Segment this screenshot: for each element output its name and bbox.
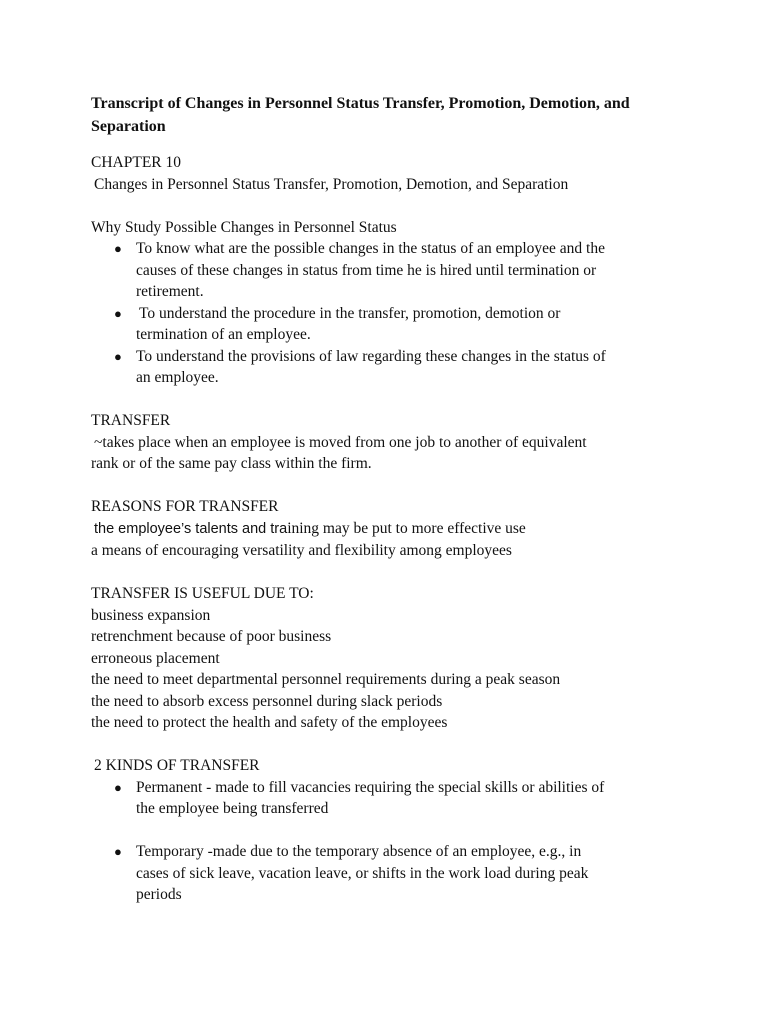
list-item-line: periods	[136, 886, 182, 903]
bullet-icon: ●	[114, 348, 122, 364]
list-item-line: Permanent - made to fill vacancies requiring the special skills or abilities of	[136, 778, 605, 796]
kinds-heading: 2 KINDS OF TRANSFER	[94, 757, 260, 774]
useful-item: the need to meet departmental personnel requirements during a peak season	[91, 671, 561, 688]
reasons-line: a means of encouraging versatility and flexibility among employees	[91, 542, 512, 559]
transfer-definition-line: rank or of the same pay class within the firm.	[91, 455, 372, 472]
useful-item: the need to absorb excess personnel during slack periods	[91, 692, 443, 710]
reasons-heading: REASONS FOR TRANSFER	[91, 498, 279, 515]
chapter-section	[91, 152, 691, 195]
why-study-section	[91, 217, 691, 389]
kinds-section	[91, 755, 691, 906]
useful-item: business expansion	[91, 606, 211, 624]
bullet-icon: ●	[114, 305, 122, 321]
chapter-subtitle: Changes in Personnel Status Transfer, Promotion, Demotion, and Separation	[94, 175, 569, 193]
list-item	[91, 841, 691, 906]
reasons-section	[91, 496, 691, 562]
useful-section	[91, 583, 691, 734]
reasons-line-serif-part: ining may be put to more effective use	[287, 519, 526, 537]
why-study-heading: Why Study Possible Changes in Personnel Status	[91, 218, 397, 236]
useful-item: erroneous placement	[91, 649, 220, 667]
list-item-line: cases of sick leave, vacation leave, or shifts in the work load during peak	[136, 864, 589, 882]
reasons-line-sans-part: the employee’s talents and tra	[94, 520, 288, 537]
bullet-icon: ●	[114, 241, 122, 256]
transfer-heading: TRANSFER	[91, 412, 171, 429]
list-item	[91, 346, 691, 389]
list-item-line: To understand the provisions of law regarding these changes in the status of	[136, 347, 606, 365]
list-item-line: termination of an employee.	[136, 326, 311, 343]
document-content	[91, 92, 691, 906]
useful-item: retrenchment because of poor business	[91, 628, 332, 645]
list-item-line: To understand the procedure in the transfer, promotion, demotion or	[139, 304, 561, 322]
transfer-definition-line: ~takes place when an employee is moved from one job to another of equivalent	[94, 433, 587, 451]
list-item-line: retirement.	[136, 283, 204, 300]
list-item-line: the employee being transferred	[136, 800, 329, 817]
list-item	[91, 303, 691, 346]
useful-item: the need to protect the health and safety of the employees	[91, 714, 448, 731]
list-item-line: causes of these changes in status from time he is hired until termination or	[136, 261, 597, 279]
list-spacer	[91, 820, 691, 842]
useful-heading: TRANSFER IS USEFUL DUE TO:	[91, 585, 314, 602]
list-item-line: To know what are the possible changes in the status of an employee and the	[136, 240, 605, 257]
bullet-icon: ●	[114, 779, 122, 795]
why-study-list	[91, 238, 691, 389]
document-title	[91, 92, 691, 138]
document-title-text: Transcript of Changes in Personnel Status Transfer, Promotion, Demotion, and Separation	[91, 95, 630, 135]
list-item-line: Temporary -made due to the temporary absence of an employee, e.g., in	[136, 843, 582, 860]
list-item-line: an employee.	[136, 369, 219, 386]
reasons-line	[91, 518, 691, 541]
bullet-icon: ●	[114, 844, 122, 859]
list-item	[91, 777, 691, 820]
list-item	[91, 238, 691, 303]
kinds-list	[91, 777, 691, 906]
chapter-heading: CHAPTER 10	[91, 154, 181, 171]
transfer-section	[91, 410, 691, 475]
